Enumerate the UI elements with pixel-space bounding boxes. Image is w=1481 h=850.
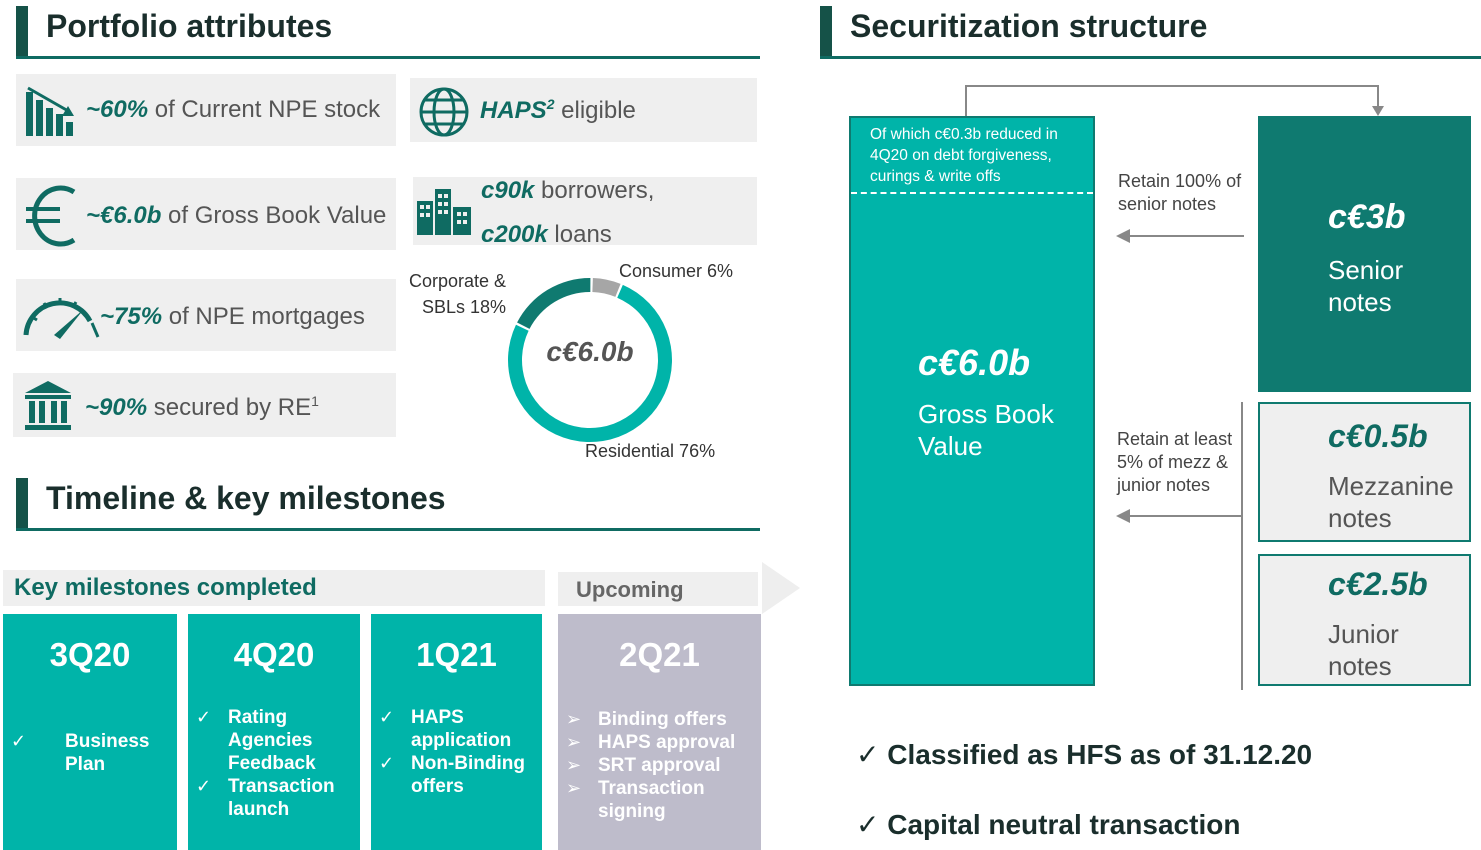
attr-npe-stock <box>16 74 396 146</box>
attr-secured-text: ~90% secured by $RE^1$ <box>85 393 319 421</box>
attr-mortgages <box>16 279 396 351</box>
senior-label <box>1328 254 1403 318</box>
senior-value: c€3b <box>1328 198 1406 236</box>
securitization-title: Securitization structure <box>850 8 1208 44</box>
milestone-list <box>188 706 360 821</box>
globe-icon <box>418 86 470 138</box>
junior-label-line1: Junior <box>1328 619 1399 649</box>
quarter-label: 1Q21 <box>416 636 497 673</box>
arrow-bullet-icon: ➢ <box>566 709 582 729</box>
milestone-item: ✓ Transaction launch <box>196 776 335 820</box>
junior-label <box>1328 618 1399 682</box>
junior-value: c€2.5b <box>1328 566 1428 602</box>
gbv-note <box>870 124 1058 187</box>
attr-loans-line2: c200k loans <box>481 221 612 248</box>
quarter-4q20 <box>188 614 360 850</box>
gbv-label-line2: Value <box>918 431 983 461</box>
senior-label-line1: Senior <box>1328 255 1404 285</box>
milestone-list <box>3 730 177 776</box>
bank-icon <box>23 379 73 431</box>
mezzanine-label-line2: notes <box>1328 503 1392 533</box>
attr-borrowers-line1: c90k borrowers, <box>481 177 655 204</box>
attr-gbv <box>16 178 396 250</box>
timeline-header <box>16 472 760 531</box>
attr-secured <box>13 373 396 437</box>
check-icon: ✓ <box>196 707 212 727</box>
donut-label-corporate <box>409 268 506 320</box>
mezzanine-label-line1: Mezzanine <box>1328 471 1454 501</box>
attr-mortgages-text: ~75% of NPE mortgages <box>100 303 365 330</box>
milestone-item: ➢ Binding offers <box>566 709 727 730</box>
milestone-item: ✓ Business Plan <box>11 731 150 775</box>
check-capital-neutral: ✓ Capital neutral transaction <box>856 809 1241 840</box>
retain-senior-line1: Retain 100% of <box>1118 171 1242 191</box>
attr-haps-text: HAPS$^2$ eligible <box>480 96 636 124</box>
donut-label-corporate-line2: SBLs 18% <box>422 297 507 317</box>
retain-mezz-line1: Retain at least <box>1117 429 1233 449</box>
arrow-bullet-icon: ➢ <box>566 755 582 775</box>
attr-npe-text: ~60% of Current NPE stock <box>86 96 381 123</box>
euro-icon <box>22 182 82 248</box>
attr-haps <box>410 78 757 142</box>
gbv-note-line3: curings & write offs <box>870 168 1001 185</box>
upcoming-label: Upcoming <box>576 577 684 602</box>
milestone-item: ✓ HAPS application <box>379 707 512 751</box>
header-accent-bar <box>16 478 28 528</box>
milestone-item: ✓ Rating Agencies Feedback <box>196 707 316 774</box>
mezzanine-value: c€0.5b <box>1328 418 1428 454</box>
check-icon: ✓ <box>196 776 212 796</box>
header-accent-bar <box>820 6 832 56</box>
retain-senior-note <box>1118 170 1241 216</box>
gbv-note-line2: 4Q20 on debt forgiveness, <box>870 147 1052 164</box>
milestone-item: ➢ SRT approval <box>566 755 721 776</box>
gbv-note-divider <box>851 192 1093 194</box>
retain-mezz-note <box>1117 428 1232 497</box>
milestone-list <box>371 706 542 798</box>
arrow-bullet-icon: ➢ <box>566 778 582 798</box>
timeline-arrow-icon <box>762 562 802 614</box>
milestone-item: ➢ HAPS approval <box>566 732 736 753</box>
check-icon: ✓ <box>379 707 395 727</box>
quarter-3q20 <box>3 614 177 850</box>
gbv-label-line1: Gross Book <box>918 399 1054 429</box>
retain-mezz-line3: junior notes <box>1117 475 1211 495</box>
header-accent-bar <box>16 6 28 56</box>
arrow-bullet-icon: ➢ <box>566 732 582 752</box>
securitization-header <box>820 0 1481 59</box>
milestone-list <box>558 708 761 823</box>
donut-slice-consumer <box>592 278 620 297</box>
donut-label-corporate-line1: Corporate & <box>409 271 507 291</box>
check-icon: ✓ <box>856 809 888 840</box>
donut-label-consumer: Consumer 6% <box>619 261 734 281</box>
mezzanine-label <box>1328 470 1454 534</box>
quarter-label: 3Q20 <box>49 636 131 673</box>
gauge-icon <box>22 289 102 341</box>
check-icon: ✓ <box>11 731 27 751</box>
timeline-title: Timeline & key milestones <box>46 480 446 516</box>
retain-mezz-line2: 5% of mezz & <box>1117 452 1229 472</box>
buildings-icon <box>415 187 473 235</box>
quarter-2q21 <box>558 614 761 850</box>
milestones-completed-label: Key milestones completed <box>14 574 317 601</box>
donut-slice-corporate-sbls <box>517 278 590 329</box>
check-icon: ✓ <box>379 753 395 773</box>
gbv-label <box>918 398 1054 462</box>
portfolio-title: Portfolio attributes <box>46 8 333 44</box>
check-icon: ✓ <box>856 739 888 770</box>
gbv-value: c€6.0b <box>918 342 1031 383</box>
gbv-note-line1: Of which c€0.3b reduced in <box>870 126 1058 143</box>
retain-senior-line2: senior notes <box>1118 194 1217 214</box>
milestone-item: ✓ Non-Binding offers <box>379 753 525 797</box>
donut-center-label: c€6.0b <box>546 336 634 367</box>
attr-gbv-text: ~€6.0b of Gross Book Value <box>86 202 387 229</box>
milestone-item: ➢ Transaction signing <box>566 778 705 822</box>
quarter-label: 4Q20 <box>233 636 315 673</box>
junior-label-line2: notes <box>1328 651 1392 681</box>
bar-chart-down-icon <box>22 82 80 140</box>
quarter-1q21 <box>371 614 542 850</box>
portfolio-header <box>16 0 760 59</box>
donut-label-residential: Residential 76% <box>585 441 716 461</box>
check-hfs: ✓ Classified as HFS as of 31.12.20 <box>856 739 1313 770</box>
attr-borrowers <box>413 177 757 248</box>
quarter-label: 2Q21 <box>619 636 700 673</box>
senior-label-line2: notes <box>1328 287 1392 317</box>
